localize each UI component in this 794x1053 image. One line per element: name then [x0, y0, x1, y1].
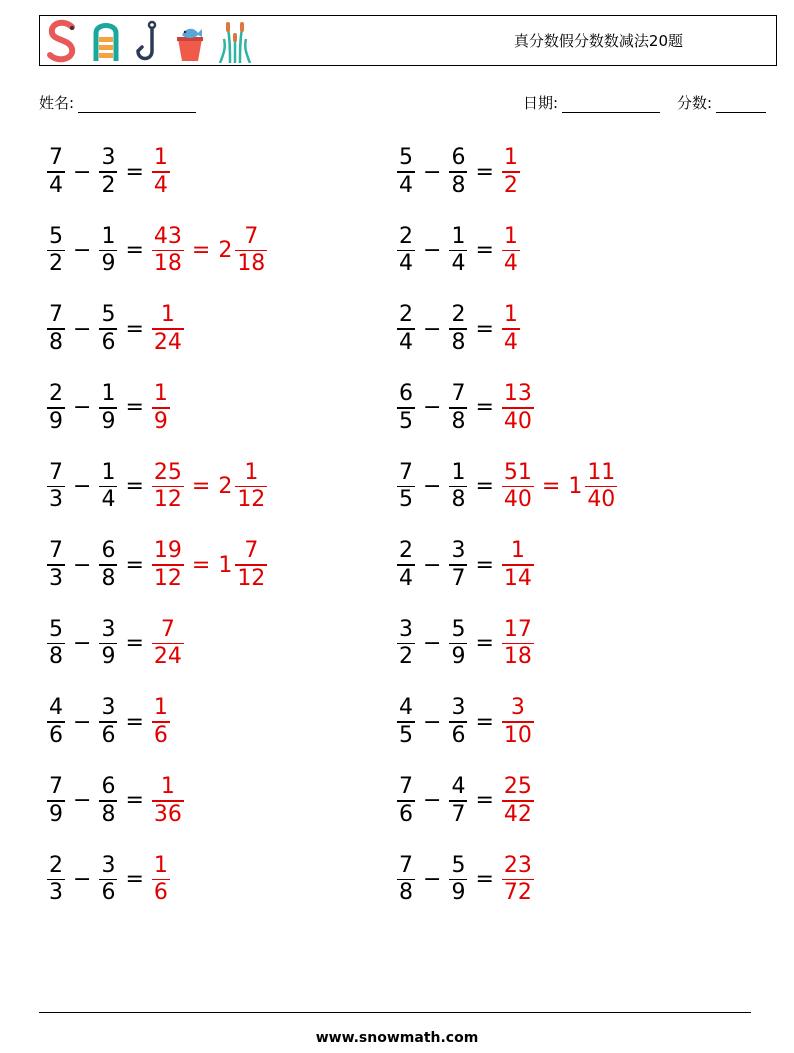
- answer-fraction-numerator: 7: [160, 616, 175, 642]
- subtrahend-fraction-denominator: 8: [451, 408, 466, 434]
- equals-sign: =: [125, 552, 144, 578]
- subtrahend-fraction-denominator: 9: [101, 408, 116, 434]
- subtrahend-fraction: [99, 460, 117, 514]
- answer-fraction-numerator: 43: [153, 223, 182, 249]
- icon-strip: [44, 19, 254, 63]
- mixed-fraction-numerator: 1: [244, 459, 259, 485]
- fishhook-icon: [132, 19, 164, 63]
- minus-sign: −: [423, 395, 442, 421]
- minuend-fraction: [397, 381, 415, 435]
- answer-fraction: [152, 774, 184, 828]
- problem-13: [44, 614, 187, 674]
- answer-fraction: [502, 695, 534, 749]
- equals-sign: =: [475, 866, 494, 892]
- score-label: 分数:: [677, 94, 713, 112]
- answer-fraction-numerator: 1: [503, 145, 518, 171]
- minuend-fraction-denominator: 8: [49, 644, 63, 670]
- minuend-fraction: [47, 460, 65, 514]
- answer-fraction-denominator: 2: [503, 172, 518, 198]
- equals-sign: =: [475, 788, 494, 814]
- minuend-fraction-numerator: 2: [49, 381, 63, 407]
- subtrahend-fraction: [99, 538, 117, 592]
- minuend-fraction-denominator: 9: [49, 801, 63, 827]
- subtrahend-fraction-numerator: 3: [101, 616, 116, 642]
- minuend-fraction-denominator: 4: [399, 565, 413, 591]
- mixed-fraction-numerator: 7: [244, 538, 259, 564]
- minuend-fraction-denominator: 5: [399, 408, 413, 434]
- minus-sign: −: [423, 316, 442, 342]
- minus-sign: −: [423, 866, 442, 892]
- minuend-fraction: [47, 302, 65, 356]
- mixed-equals-sign: =: [191, 552, 211, 578]
- answer-fraction-numerator: 1: [153, 695, 168, 721]
- subtrahend-fraction-denominator: 8: [101, 565, 116, 591]
- subtrahend-fraction: [99, 302, 117, 356]
- minuend-fraction-numerator: 5: [399, 145, 413, 171]
- subtrahend-fraction-denominator: 4: [101, 487, 116, 513]
- minuend-fraction-numerator: 7: [49, 302, 63, 328]
- minuend-fraction: [397, 302, 415, 356]
- fish-bucket-icon: [172, 19, 208, 63]
- equals-sign: =: [125, 159, 144, 185]
- subtrahend-fraction-numerator: 5: [101, 302, 116, 328]
- answer-fraction-numerator: 25: [503, 774, 532, 800]
- equals-sign: =: [475, 238, 494, 264]
- equals-sign: =: [125, 788, 144, 814]
- mixed-fraction: [235, 538, 267, 592]
- equals-sign: =: [475, 473, 494, 499]
- minus-sign: −: [73, 709, 92, 735]
- minuend-fraction-denominator: 6: [49, 722, 63, 748]
- subtrahend-fraction-numerator: 1: [101, 381, 116, 407]
- subtrahend-fraction-denominator: 8: [451, 487, 466, 513]
- minus-sign: −: [423, 709, 442, 735]
- minuend-fraction-denominator: 2: [399, 644, 413, 670]
- answer-fraction: [502, 853, 534, 907]
- answer-fraction: [502, 774, 534, 828]
- answer-fraction-denominator: 24: [153, 329, 182, 355]
- answer-fraction: [502, 224, 520, 278]
- problem-17: [44, 771, 187, 831]
- minus-sign: −: [423, 159, 442, 185]
- answer-fraction-denominator: 6: [153, 880, 168, 906]
- problem-5: [44, 299, 187, 359]
- problem-12: [394, 535, 537, 595]
- answer-fraction-numerator: 1: [160, 774, 175, 800]
- problem-1: [44, 142, 173, 202]
- subtrahend-fraction-numerator: 1: [451, 223, 466, 249]
- minuend-fraction-numerator: 7: [49, 459, 63, 485]
- minuend-fraction-numerator: 7: [49, 538, 63, 564]
- minuend-fraction: [47, 853, 65, 907]
- name-line: [78, 96, 196, 113]
- minuend-fraction: [397, 224, 415, 278]
- minuend-fraction: [47, 774, 65, 828]
- equals-sign: =: [475, 631, 494, 657]
- subtrahend-fraction-numerator: 4: [451, 774, 466, 800]
- minus-sign: −: [73, 631, 92, 657]
- minuend-fraction-numerator: 2: [399, 223, 413, 249]
- answer-fraction-denominator: 42: [503, 801, 532, 827]
- subtrahend-fraction-numerator: 5: [451, 616, 466, 642]
- mixed-whole-number: 1: [568, 473, 583, 499]
- answer-fraction-numerator: 19: [153, 538, 182, 564]
- answer-fraction-denominator: 36: [153, 801, 182, 827]
- date-field[interactable]: [523, 92, 660, 113]
- answer-fraction-numerator: 23: [503, 852, 532, 878]
- answer-fraction-denominator: 6: [153, 722, 168, 748]
- equals-sign: =: [125, 473, 144, 499]
- problem-4: [394, 221, 523, 281]
- minuend-fraction-numerator: 7: [399, 774, 413, 800]
- answer-fraction-denominator: 40: [503, 408, 532, 434]
- worksheet-title: 真分数假分数数减法20题: [513, 32, 683, 50]
- minuend-fraction-denominator: 3: [49, 565, 63, 591]
- minuend-fraction-numerator: 6: [399, 381, 413, 407]
- mixed-fraction-denominator: 40: [587, 487, 616, 513]
- date-label: 日期:: [523, 94, 559, 112]
- equals-sign: =: [125, 395, 144, 421]
- minuend-fraction: [47, 695, 65, 749]
- minuend-fraction-denominator: 4: [399, 251, 413, 277]
- answer-fraction: [152, 695, 170, 749]
- minuend-fraction: [397, 460, 415, 514]
- minuend-fraction-numerator: 2: [399, 302, 413, 328]
- answer-fraction: [152, 853, 170, 907]
- answer-fraction-denominator: 4: [503, 251, 518, 277]
- answer-fraction-denominator: 18: [153, 251, 182, 277]
- answer-fraction-denominator: 10: [503, 722, 532, 748]
- answer-fraction-numerator: 17: [503, 616, 532, 642]
- minuend-fraction-numerator: 7: [399, 852, 413, 878]
- minus-sign: −: [73, 159, 92, 185]
- subtrahend-fraction-denominator: 9: [101, 251, 116, 277]
- minus-sign: −: [423, 473, 442, 499]
- minus-sign: −: [73, 238, 92, 264]
- score-field[interactable]: [677, 92, 766, 113]
- minuend-fraction-numerator: 2: [49, 852, 63, 878]
- answer-fraction: [152, 145, 170, 199]
- answer-fraction: [502, 302, 520, 356]
- answer-fraction-denominator: 12: [153, 487, 182, 513]
- subtrahend-fraction: [449, 695, 467, 749]
- equals-sign: =: [125, 709, 144, 735]
- minuend-fraction-denominator: 4: [49, 172, 63, 198]
- subtrahend-fraction: [99, 145, 117, 199]
- problem-6: [394, 299, 523, 359]
- snake-icon: [44, 19, 80, 63]
- name-label: 姓名:: [39, 94, 75, 112]
- mixed-fraction: [235, 224, 267, 278]
- answer-fraction: [152, 381, 170, 435]
- minus-sign: −: [423, 552, 442, 578]
- subtrahend-fraction: [449, 381, 467, 435]
- problem-9: [44, 456, 270, 516]
- answer-fraction-numerator: 1: [503, 302, 518, 328]
- problem-10: [394, 456, 620, 516]
- subtrahend-fraction-denominator: 9: [451, 880, 466, 906]
- subtrahend-fraction-numerator: 6: [451, 145, 466, 171]
- problem-8: [394, 378, 537, 438]
- mixed-whole-number: 2: [218, 238, 233, 264]
- subtrahend-fraction-numerator: 3: [451, 695, 466, 721]
- subtrahend-fraction-numerator: 3: [451, 538, 466, 564]
- minus-sign: −: [73, 473, 92, 499]
- subtrahend-fraction-denominator: 7: [451, 801, 466, 827]
- answer-fraction-denominator: 72: [503, 880, 532, 906]
- answer-fraction-numerator: 1: [153, 852, 168, 878]
- reeds-icon: [216, 19, 254, 63]
- minuend-fraction-numerator: 4: [399, 695, 413, 721]
- answer-fraction: [502, 460, 534, 514]
- minuend-fraction-denominator: 9: [49, 408, 63, 434]
- minuend-fraction: [47, 145, 65, 199]
- minus-sign: −: [73, 316, 92, 342]
- subtrahend-fraction-denominator: 7: [451, 565, 466, 591]
- answer-fraction-numerator: 1: [153, 381, 168, 407]
- answer-fraction-denominator: 14: [503, 565, 532, 591]
- subtrahend-fraction: [449, 774, 467, 828]
- minuend-fraction-numerator: 4: [49, 695, 63, 721]
- footer-divider: [39, 1012, 751, 1013]
- mixed-equals-sign: =: [191, 238, 211, 264]
- subtrahend-fraction: [449, 145, 467, 199]
- subtrahend-fraction: [449, 224, 467, 278]
- equals-sign: =: [475, 159, 494, 185]
- equals-sign: =: [125, 866, 144, 892]
- answer-fraction-numerator: 1: [160, 302, 175, 328]
- minuend-fraction-numerator: 2: [399, 538, 413, 564]
- subtrahend-fraction-numerator: 3: [101, 852, 116, 878]
- score-line: [716, 96, 766, 113]
- answer-fraction-numerator: 51: [503, 459, 532, 485]
- subtrahend-fraction-denominator: 9: [451, 644, 466, 670]
- mixed-fraction: [235, 460, 267, 514]
- subtrahend-fraction-numerator: 5: [451, 852, 466, 878]
- subtrahend-fraction: [449, 617, 467, 671]
- subtrahend-fraction-denominator: 6: [101, 329, 116, 355]
- subtrahend-fraction-denominator: 4: [451, 251, 466, 277]
- answer-fraction-numerator: 1: [510, 538, 525, 564]
- minuend-fraction-denominator: 2: [49, 251, 63, 277]
- equals-sign: =: [125, 238, 144, 264]
- minus-sign: −: [423, 788, 442, 814]
- equals-sign: =: [125, 316, 144, 342]
- equals-sign: =: [475, 552, 494, 578]
- minuend-fraction: [397, 538, 415, 592]
- equals-sign: =: [125, 631, 144, 657]
- minuend-fraction-denominator: 6: [399, 801, 413, 827]
- minus-sign: −: [423, 238, 442, 264]
- answer-fraction-denominator: 4: [153, 172, 168, 198]
- minuend-fraction-denominator: 3: [49, 487, 63, 513]
- answer-fraction: [502, 145, 520, 199]
- minuend-fraction: [397, 853, 415, 907]
- minuend-fraction: [397, 774, 415, 828]
- minuend-fraction-numerator: 5: [49, 223, 63, 249]
- problem-7: [44, 378, 173, 438]
- subtrahend-fraction: [99, 774, 117, 828]
- problem-19: [44, 849, 173, 909]
- subtrahend-fraction: [449, 538, 467, 592]
- mixed-fraction-numerator: 11: [587, 459, 616, 485]
- subtrahend-fraction: [99, 381, 117, 435]
- subtrahend-fraction-numerator: 1: [101, 459, 116, 485]
- subtrahend-fraction-denominator: 6: [101, 880, 116, 906]
- minuend-fraction-numerator: 3: [399, 616, 413, 642]
- sled-icon: [88, 19, 124, 63]
- minuend-fraction-denominator: 8: [399, 880, 413, 906]
- subtrahend-fraction-denominator: 9: [101, 644, 116, 670]
- subtrahend-fraction-denominator: 2: [101, 172, 116, 198]
- minuend-fraction-denominator: 4: [399, 329, 413, 355]
- subtrahend-fraction-denominator: 6: [101, 722, 116, 748]
- answer-fraction-denominator: 4: [503, 329, 518, 355]
- answer-fraction-denominator: 24: [153, 644, 182, 670]
- subtrahend-fraction-denominator: 6: [451, 722, 466, 748]
- subtrahend-fraction-numerator: 3: [101, 695, 116, 721]
- answer-fraction-numerator: 1: [503, 223, 518, 249]
- subtrahend-fraction-numerator: 2: [451, 302, 466, 328]
- answer-fraction-denominator: 18: [503, 644, 532, 670]
- minuend-fraction-denominator: 5: [399, 487, 413, 513]
- subtrahend-fraction: [449, 853, 467, 907]
- answer-fraction-denominator: 12: [153, 565, 182, 591]
- footer-url[interactable]: www.snowmath.com: [315, 1030, 479, 1046]
- date-line: [562, 96, 660, 113]
- mixed-fraction-denominator: 12: [237, 565, 266, 591]
- subtrahend-fraction: [99, 853, 117, 907]
- header-box: [39, 15, 777, 66]
- subtrahend-fraction: [99, 224, 117, 278]
- subtrahend-fraction-numerator: 1: [101, 223, 116, 249]
- minuend-fraction: [47, 538, 65, 592]
- answer-fraction-numerator: 25: [153, 459, 182, 485]
- mixed-fraction: [585, 460, 617, 514]
- minus-sign: −: [423, 631, 442, 657]
- subtrahend-fraction-denominator: 8: [451, 172, 466, 198]
- mixed-whole-number: 1: [218, 552, 233, 578]
- subtrahend-fraction: [99, 617, 117, 671]
- mixed-whole-number: 2: [218, 473, 233, 499]
- answer-fraction-numerator: 1: [153, 145, 168, 171]
- minus-sign: −: [73, 395, 92, 421]
- problem-2: [394, 142, 523, 202]
- subtrahend-fraction: [99, 695, 117, 749]
- answer-fraction: [152, 617, 184, 671]
- answer-fraction-denominator: 9: [153, 408, 168, 434]
- minuend-fraction-numerator: 7: [49, 774, 63, 800]
- minuend-fraction: [47, 617, 65, 671]
- problem-3: [44, 221, 270, 281]
- problem-18: [394, 771, 537, 831]
- mixed-fraction-denominator: 12: [237, 487, 266, 513]
- answer-fraction: [152, 538, 184, 592]
- answer-fraction: [152, 460, 184, 514]
- minuend-fraction: [397, 695, 415, 749]
- minuend-fraction: [397, 145, 415, 199]
- subtrahend-fraction-numerator: 3: [101, 145, 116, 171]
- answer-fraction: [502, 538, 534, 592]
- equals-sign: =: [475, 395, 494, 421]
- mixed-fraction-numerator: 7: [244, 223, 259, 249]
- minus-sign: −: [73, 866, 92, 892]
- minuend-fraction: [47, 381, 65, 435]
- problem-14: [394, 614, 537, 674]
- minuend-fraction-denominator: 3: [49, 880, 63, 906]
- minuend-fraction-denominator: 8: [49, 329, 63, 355]
- answer-fraction: [152, 224, 184, 278]
- mixed-equals-sign: =: [191, 473, 211, 499]
- subtrahend-fraction-numerator: 7: [451, 381, 466, 407]
- subtrahend-fraction: [449, 302, 467, 356]
- mixed-equals-sign: =: [541, 473, 561, 499]
- problem-20: [394, 849, 537, 909]
- minuend-fraction-denominator: 5: [399, 722, 413, 748]
- answer-fraction-numerator: 13: [503, 381, 532, 407]
- subtrahend-fraction-denominator: 8: [451, 329, 466, 355]
- answer-fraction: [152, 302, 184, 356]
- answer-fraction-denominator: 40: [503, 487, 532, 513]
- equals-sign: =: [475, 316, 494, 342]
- subtrahend-fraction-numerator: 6: [101, 538, 116, 564]
- answer-fraction: [502, 617, 534, 671]
- minuend-fraction: [397, 617, 415, 671]
- mixed-fraction-denominator: 18: [237, 251, 266, 277]
- subtrahend-fraction-numerator: 1: [451, 459, 466, 485]
- minuend-fraction: [47, 224, 65, 278]
- minuend-fraction-numerator: 7: [49, 145, 63, 171]
- minus-sign: −: [73, 788, 92, 814]
- minuend-fraction-numerator: 5: [49, 616, 63, 642]
- minuend-fraction-numerator: 7: [399, 459, 413, 485]
- subtrahend-fraction: [449, 460, 467, 514]
- minus-sign: −: [73, 552, 92, 578]
- subtrahend-fraction-denominator: 8: [101, 801, 116, 827]
- answer-fraction: [502, 381, 534, 435]
- answer-fraction-numerator: 3: [510, 695, 525, 721]
- subtrahend-fraction-numerator: 6: [101, 774, 116, 800]
- name-field[interactable]: [39, 92, 196, 113]
- equals-sign: =: [475, 709, 494, 735]
- problem-15: [44, 692, 173, 752]
- problem-11: [44, 535, 270, 595]
- minuend-fraction-denominator: 4: [399, 172, 413, 198]
- problem-16: [394, 692, 537, 752]
